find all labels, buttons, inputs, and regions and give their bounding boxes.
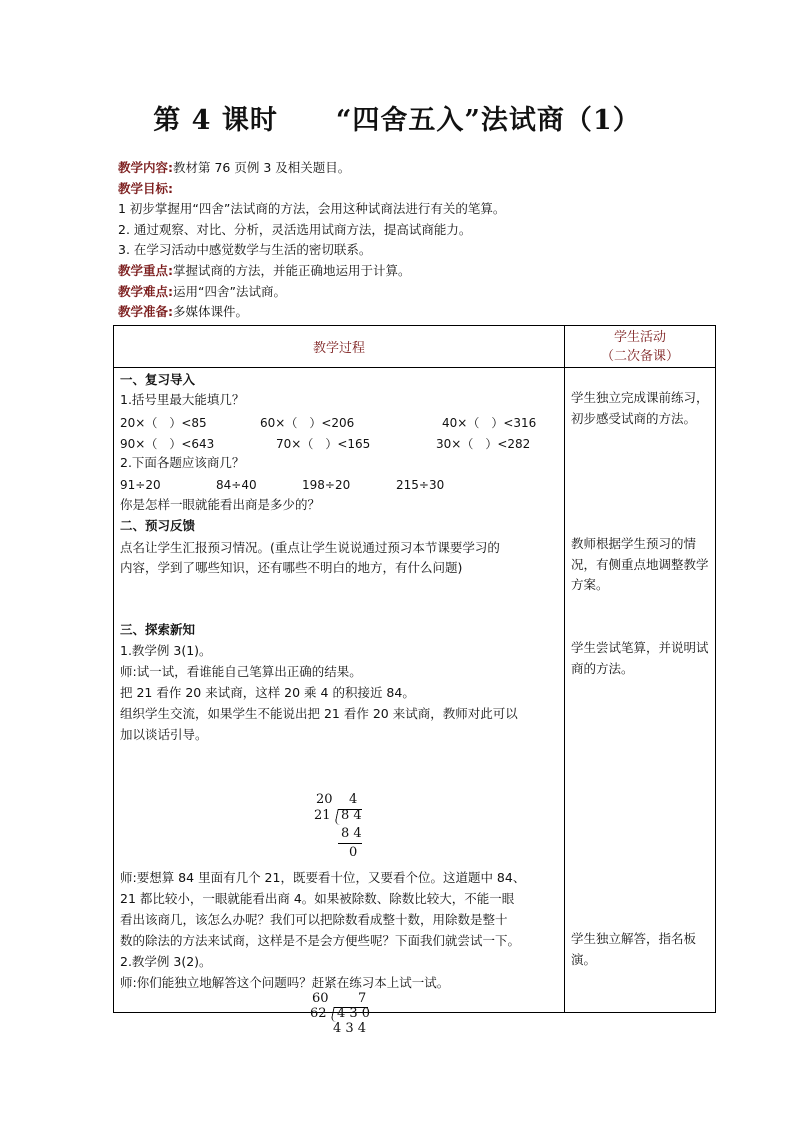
explore-l6: 2.教学例 3(2)。 [120,954,212,969]
explore-l5: 加以谈话引导。 [120,727,208,742]
key-point-line: 教学重点:掌握试商的方法，并能正确地运用于计算。 [118,262,411,278]
section-review-title: 一、复习导入 [120,372,196,387]
header-activity: 学生活动 （二次备课） [565,326,716,368]
page-title: 第 4 课时 “四舍五入”法试商（1） [153,105,641,136]
explore-p1: 师:要想算 84 里面有几个 21，既要看十位，又要看个位。这道题中 84、 [120,870,526,885]
goal-2: 2. 通过观察、对比、分析，灵活选用试商方法，提高试商能力。 [118,221,472,237]
preparation-line: 教学准备:多媒体课件。 [118,304,249,320]
preview-text-2: 内容，学到了哪些知识，还有哪些不明白的地方，有什么问题) [120,560,463,575]
activity-explore-1: 学生尝试笔算，并说明试商的方法。 [571,640,709,676]
quotient: 4 [349,792,358,807]
dividend-2: 4 3 0 [337,1006,371,1021]
explore-p3: 看出该商几，该怎么办呢？我们可以把除数看成整十数，用除数是整十 [120,912,508,927]
preview-text-1: 点名让学生汇报预习情况。(重点让学生说说通过预习本节课要学习的 [120,540,500,555]
dividend: 8 4 [341,808,362,823]
goal-label-line: 教学目标: [118,180,173,196]
divisor-2: 62 [310,1006,327,1021]
activity-explore-2: 学生独立解答，指名板演。 [571,931,697,967]
review-q3: 你是怎样一眼就能看出商是多少的？ [120,497,321,512]
estimate-divisor: 20 [316,792,333,807]
remainder: 0 [349,845,358,860]
explore-p4: 数的除法的方法来试商，这样是不是会方便些呢？下面我们就尝试一下。 [120,933,521,948]
process-cell: 一、复习导入 1.括号里最大能填几？ 20×（ ）<85 60×（ ）<206 40×（ ）<316 90×（ ）<643 70×（ ）<165 30×（ ）<282 2.下面各题应该商几？ 91÷20 84÷40 198÷20 215÷30 你是怎样一眼就能看出商是多少的？ 二、预习反馈 点名让学生汇报预习情况。(重点让学生说说通过预习本节课要学习的 内容，学到了哪些知识，还有哪些不明白的地方，有什么问题) 三、探索新知 1.教学例 3(1)。 师:试一试，看谁能自己笔算出正确的结果。 把 21 看作 20 来试商，这样 20 乘 4 的积接近 84。 组织学生交流，如果学生不能说出把 21 看作 20 来试商，教师对此可以 加以谈话引导。 20 4 21 8 4 8 4 0 师:要想算 84 里面有几个 21，既要看十位，又要看个位。这道题中 84、 21 都比较小，一眼就能看出商 4。如果被除数、除数比较大，不能一眼 看出该商几，该怎么办呢？我们可以把除数看成整十数，用除数是整十 数的除法的方法来试商，这样是不是会方便些呢？下面我们就尝试一下。 2.教学例 3(2)。 师:你们能独立地解答这个问题吗？赶紧在练习本上试一试。 60 7 62 4 3 0 4 3 4 [114,368,565,1013]
explore-l2: 师:试一试，看谁能自己笔算出正确的结果。 [120,664,362,679]
header-process: 教学过程 [114,326,565,368]
explore-p2: 21 都比较小，一眼就能看出商 4。如果被除数、除数比较大，不能一眼 [120,891,515,906]
divisor: 21 [314,808,331,823]
goal-1: 1 初步掌握用“四舍”法试商的方法，会用这种试商法进行有关的笔算。 [118,201,506,217]
goal-3: 3. 在学习活动中感觉数学与生活的密切联系。 [118,242,372,258]
explore-l7: 师:你们能独立地解答这个问题吗？赶紧在练习本上试一试。 [120,975,450,990]
review-q2: 2.下面各题应该商几？ [120,455,245,470]
activity-cell [565,368,716,1013]
estimate-divisor-2: 60 [312,991,329,1006]
section-explore-title: 三、探索新知 [120,622,196,637]
explore-l4: 组织学生交流，如果学生不能说出把 21 看作 20 来试商，教师对此可以 [120,706,518,721]
activity-review: 学生独立完成课前练习，初步感受试商的方法。 [571,390,709,426]
quotient-2: 7 [358,991,367,1006]
content-line: 教学内容:教材第 76 页例 3 及相关题目。 [118,160,351,175]
lesson-table [113,325,716,1036]
lesson-meta [118,158,718,323]
explore-l3: 把 21 看作 20 来试商，这样 20 乘 4 的积接近 84。 [120,685,415,700]
difficulty-line: 教学难点:运用“四舍”法试商。 [118,283,286,299]
product: 8 4 [341,826,362,841]
explore-l1: 1.教学例 3(1)。 [120,643,212,658]
review-q1: 1.括号里最大能填几？ [120,392,245,407]
product-2: 4 3 4 [333,1021,367,1036]
section-preview-title: 二、预习反馈 [120,518,196,533]
activity-preview: 教师根据学生预习的情况，有侧重点地调整教学方案。 [571,536,709,592]
